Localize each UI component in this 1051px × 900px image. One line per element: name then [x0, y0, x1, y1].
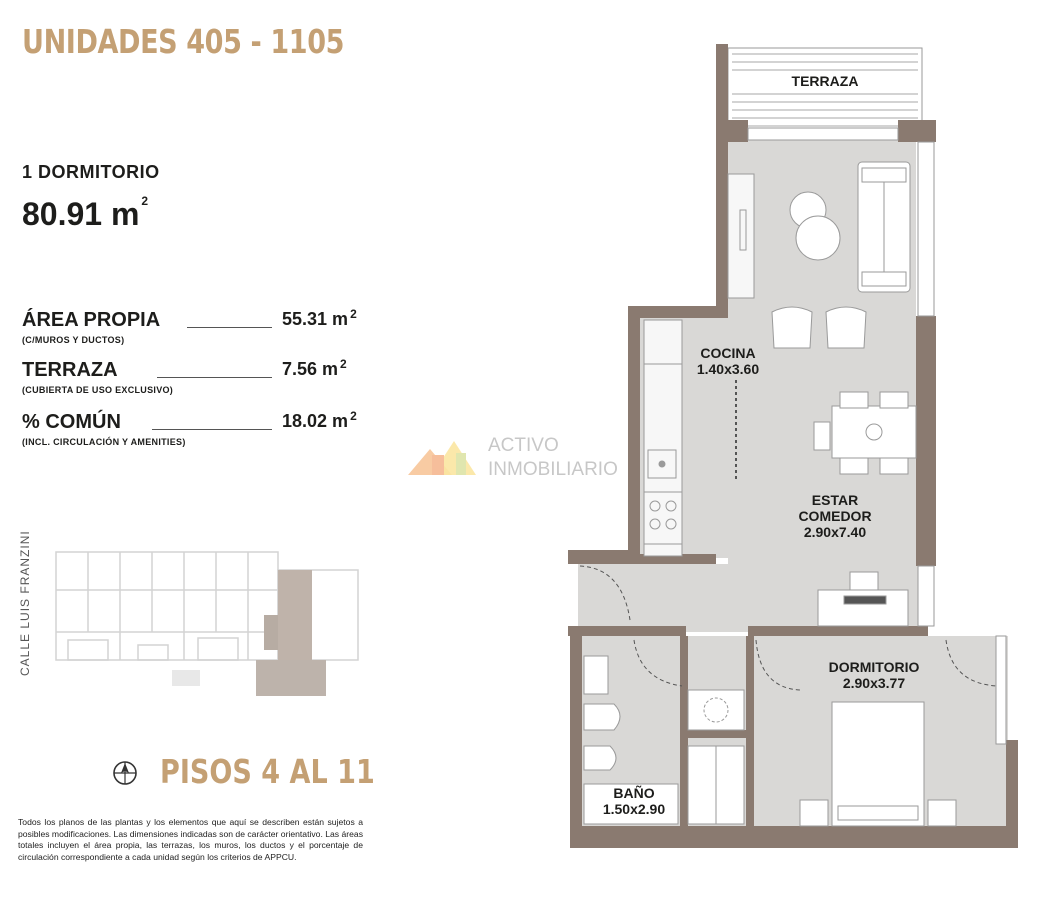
- key-plan: [48, 520, 368, 705]
- area-row-own: [22, 309, 372, 349]
- living-size: 2.90x7.40: [803, 524, 867, 540]
- area-value-text: 55.31 m: [282, 309, 349, 329]
- bedroom-label: DORMITORIO: [828, 659, 920, 675]
- area-note: (C/MUROS Y DUCTOS): [22, 335, 125, 345]
- watermark-line2: INMOBILIARIO: [488, 459, 618, 480]
- area-value: [282, 309, 357, 330]
- compass-icon: [112, 760, 138, 786]
- window-bedroom: [996, 636, 1006, 744]
- living-label-1: ESTAR: [811, 492, 859, 508]
- area-label: % COMÚN: [22, 411, 121, 433]
- leader-line: [157, 377, 272, 378]
- area-sup: 2: [340, 357, 347, 371]
- area-row-terrace: [22, 359, 372, 399]
- window-side: [918, 566, 934, 626]
- bedroom-count: 1 DORMITORIO: [22, 162, 160, 182]
- kitchen-size: 1.40x3.60: [696, 361, 760, 377]
- kitchen-label: COCINA: [700, 345, 756, 361]
- area-row-common: [22, 411, 372, 451]
- terrace: [728, 48, 922, 132]
- area-value-text: 7.56 m: [282, 359, 339, 379]
- bath-label: BAÑO: [613, 785, 655, 801]
- street-label: CALLE LUIS FRANZINI: [18, 530, 32, 676]
- area-value-text: 18.02 m: [282, 411, 349, 431]
- area-note: (CUBIERTA DE USO EXCLUSIVO): [22, 385, 174, 395]
- page-title: UNIDADES 405 - 1105: [22, 22, 345, 61]
- area-value: [282, 411, 357, 432]
- area-sup: 2: [350, 409, 357, 423]
- area-sup: 2: [350, 307, 357, 321]
- floor-plan: [560, 40, 1020, 852]
- total-area-value: 80.91 m: [22, 196, 140, 232]
- floors-label: PISOS 4 AL 11: [160, 752, 375, 791]
- total-area: [22, 196, 148, 233]
- window-living: [918, 142, 934, 316]
- disclaimer: Todos los planos de las plantas y los elementos que aquí se describen están sujetos a posibles modificaciones. Las dimensiones indicadas son de carácter orientativo. Las áreas totales incluyen el área propia, las terrazas, los muros, los ductos y el porcentaje de circulación correspondiente a cada unidad según los criterios de APPCU.: [18, 817, 363, 862]
- leader-line: [187, 327, 272, 328]
- area-note: (INCL. CIRCULACIÓN Y AMENITIES): [22, 437, 186, 447]
- area-value: [282, 359, 347, 380]
- watermark-line1: ACTIVO: [488, 435, 559, 456]
- living-label-2: COMEDOR: [798, 508, 872, 524]
- bedroom-size: 2.90x3.77: [842, 675, 906, 691]
- area-label: TERRAZA: [22, 359, 118, 381]
- terrace-label: TERRAZA: [791, 73, 859, 89]
- terrace-door: [748, 128, 898, 140]
- closet: [688, 690, 744, 824]
- bath-size: 1.50x2.90: [602, 801, 666, 817]
- leader-line: [152, 429, 272, 430]
- total-area-sup: 2: [141, 194, 149, 208]
- area-label: ÁREA PROPIA: [22, 309, 161, 331]
